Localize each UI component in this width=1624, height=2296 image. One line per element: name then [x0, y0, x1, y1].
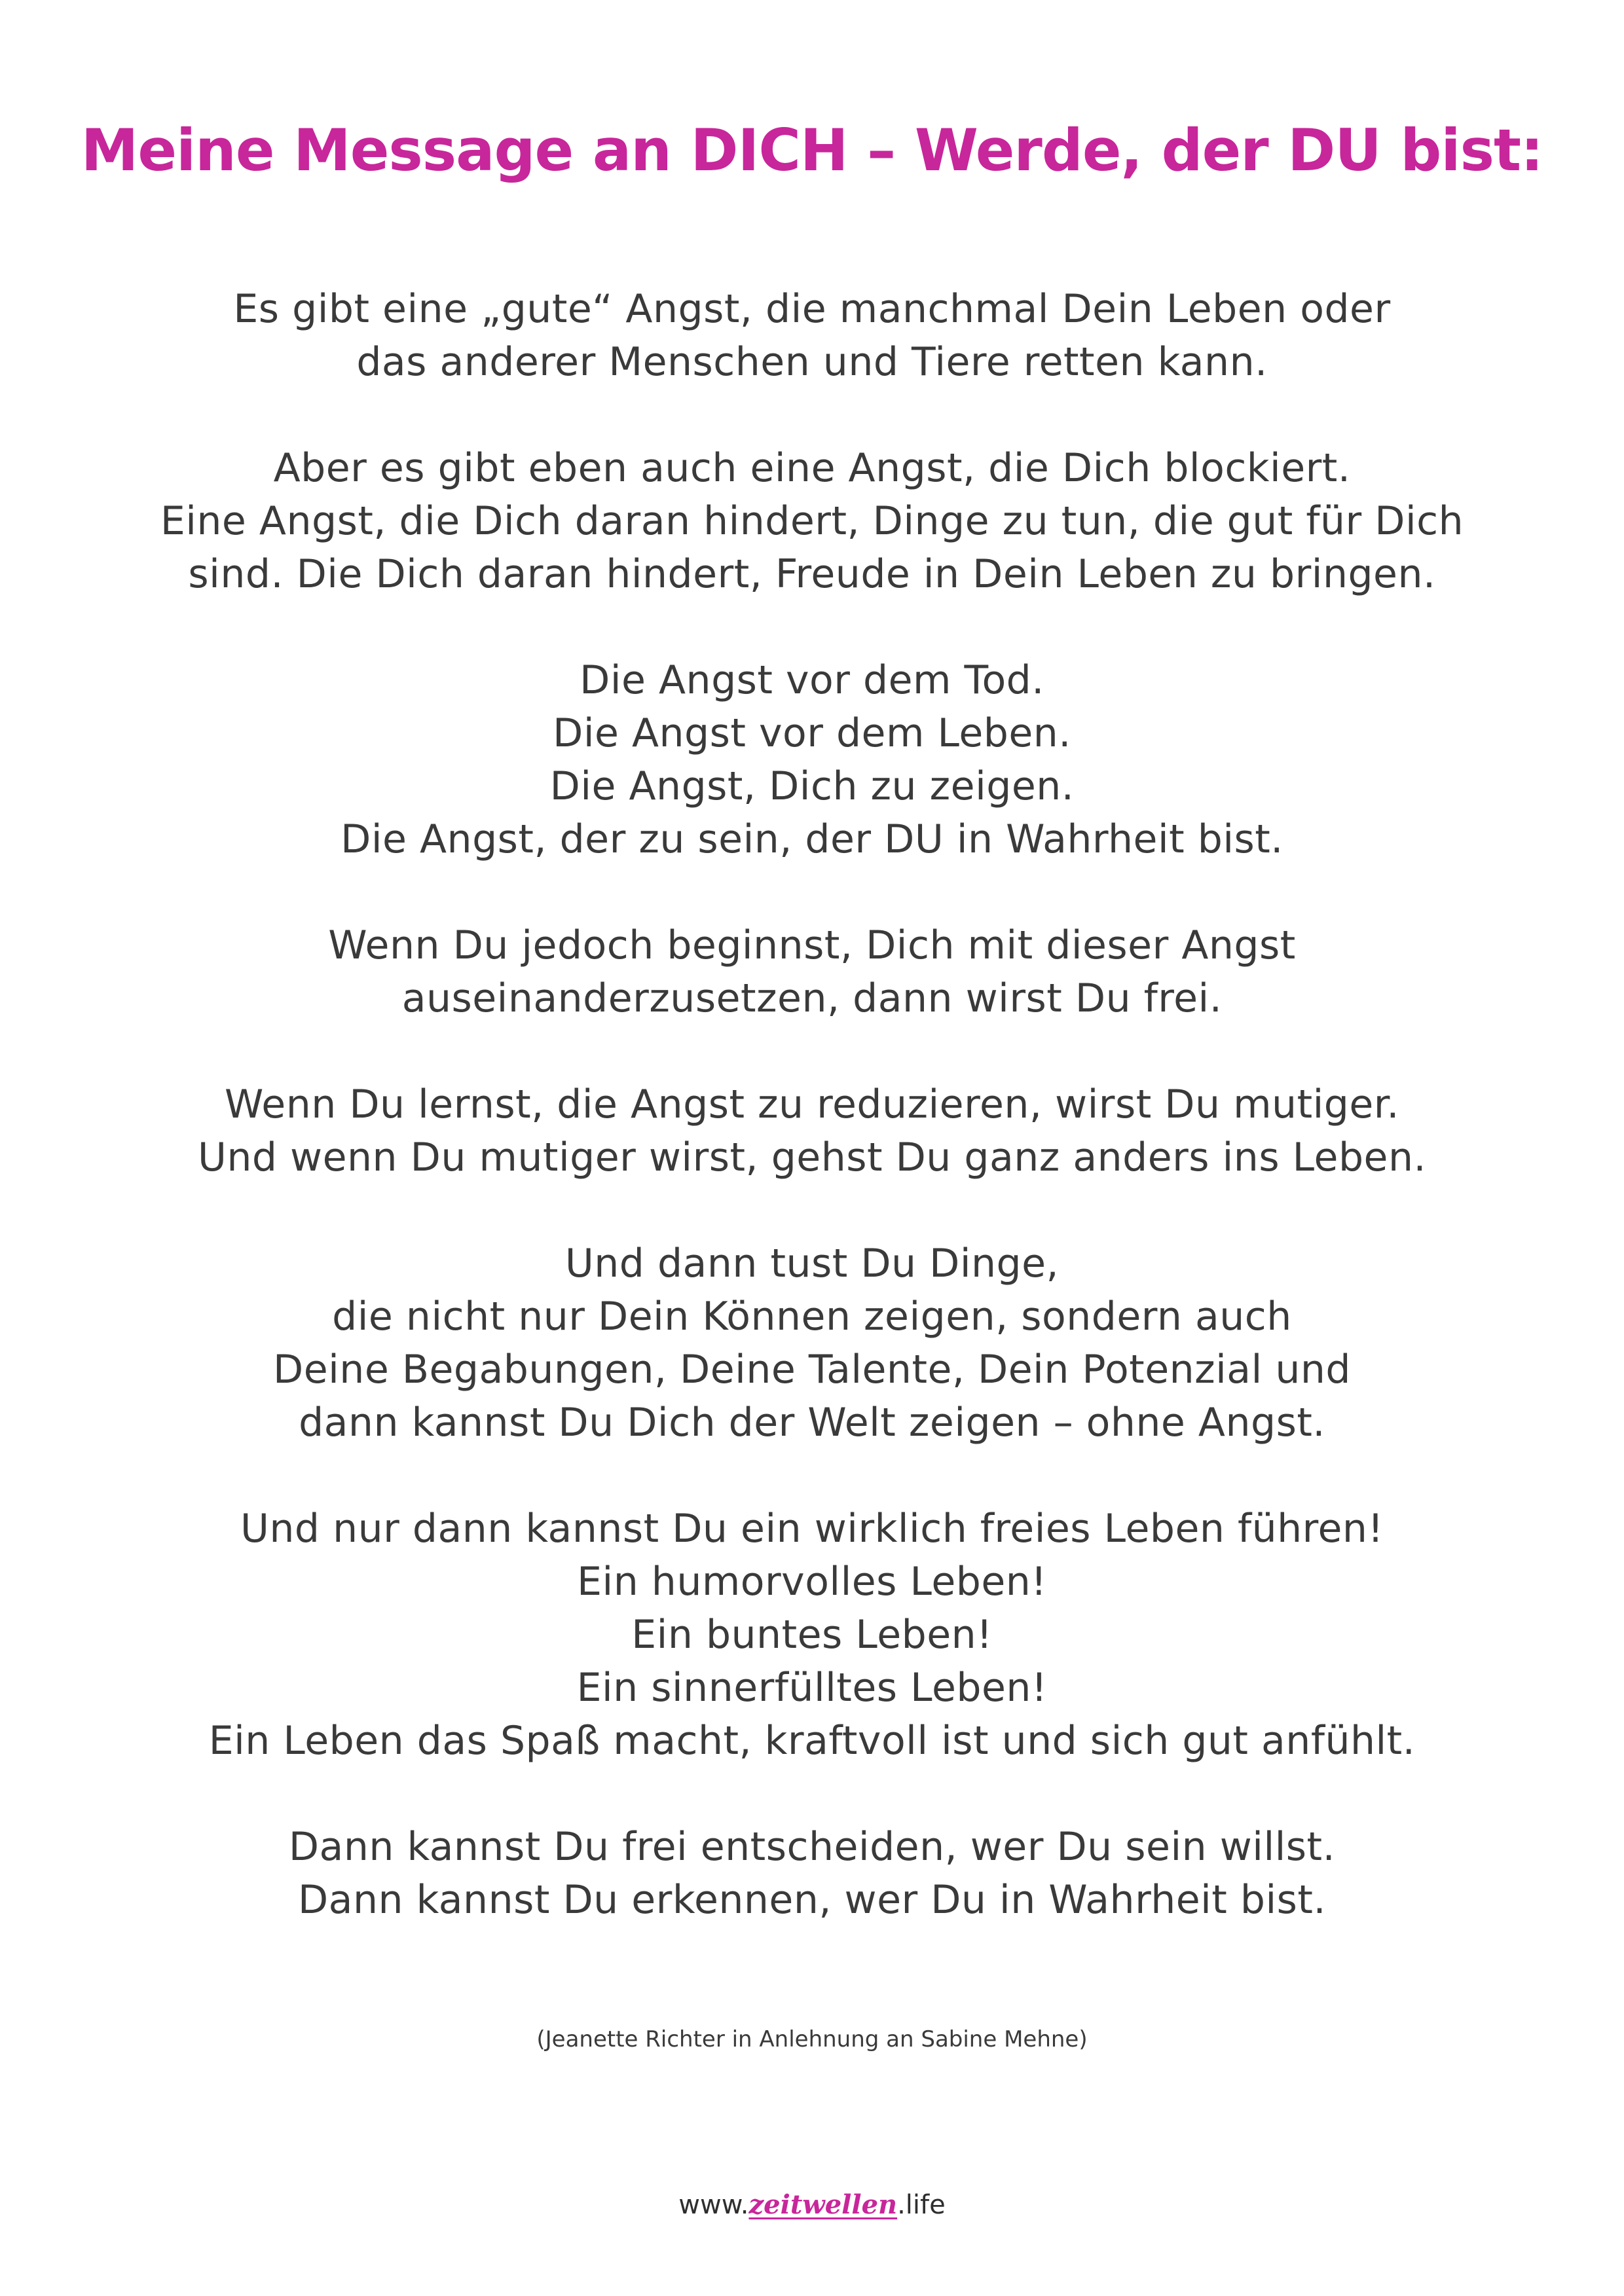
website-footer [0, 2187, 1624, 2223]
footer-prefix: www. [678, 2190, 749, 2220]
poem-line: Dann kannst Du erkennen, wer Du in Wahrheit bist. [297, 1877, 1327, 1923]
poem-stanza [131, 654, 1493, 866]
poem-line: Deine Begabungen, Deine Talente, Dein Potenzial und [273, 1347, 1351, 1393]
poem-line: Ein humorvolles Leben! [577, 1559, 1047, 1605]
poem-stanza [131, 283, 1493, 389]
poem-line: Und wenn Du mutiger wirst, gehst Du ganz anders ins Leben. [197, 1135, 1427, 1180]
footer-suffix: .life [897, 2190, 946, 2220]
poem-line: Ein sinnerfülltes Leben! [576, 1665, 1048, 1711]
poem-line: Ein Leben das Spaß macht, kraftvoll ist und sich gut anfühlt. [208, 1718, 1416, 1764]
poem-line: das anderer Menschen und Tiere retten kann. [356, 339, 1268, 385]
poem-body [131, 283, 1493, 1927]
attribution-note: (Jeanette Richter in Anlehnung an Sabine Mehne) [536, 2026, 1088, 2052]
poem-line: Die Angst vor dem Leben. [553, 710, 1071, 756]
poem-line: Die Angst, der zu sein, der DU in Wahrheit bist. [341, 816, 1283, 862]
poem-line: Wenn Du jedoch beginnst, Dich mit dieser Angst [328, 922, 1296, 968]
poem-stanza [131, 919, 1493, 1025]
poem-stanza [131, 1821, 1493, 1927]
page-title: Meine Message an DICH – Werde, der DU bist: [81, 117, 1543, 184]
poem-stanza [131, 1078, 1493, 1184]
poem-line: Aber es gibt eben auch eine Angst, die Dich blockiert. [273, 445, 1351, 491]
poem-stanza [131, 1237, 1493, 1449]
poem-line: Und nur dann kannst Du ein wirklich freies Leben führen! [240, 1506, 1384, 1552]
poem-stanza [131, 1503, 1493, 1768]
poem-line: Dann kannst Du frei entscheiden, wer Du sein willst. [288, 1824, 1336, 1870]
poem-line: Es gibt eine „gute“ Angst, die manchmal Dein Leben oder [233, 286, 1391, 332]
footer-brand: zeitwellen [748, 2189, 898, 2220]
poem-line: die nicht nur Dein Können zeigen, sondern auch [332, 1294, 1292, 1339]
poem-line: dann kannst Du Dich der Welt zeigen – ohne Angst. [299, 1400, 1325, 1446]
poem-line: sind. Die Dich daran hindert, Freude in Dein Leben zu bringen. [188, 551, 1436, 597]
poem-line: Die Angst vor dem Tod. [580, 657, 1044, 703]
poem-line: Und dann tust Du Dinge, [564, 1241, 1060, 1286]
poem-stanza [131, 442, 1493, 601]
poem-line: Ein buntes Leben! [631, 1612, 993, 1658]
poem-line: auseinanderzusetzen, dann wirst Du frei. [401, 975, 1223, 1021]
poem-line: Eine Angst, die Dich daran hindert, Dinge zu tun, die gut für Dich [160, 498, 1464, 544]
poem-line: Wenn Du lernst, die Angst zu reduzieren, wirst Du mutiger. [224, 1082, 1400, 1127]
poem-line: Die Angst, Dich zu zeigen. [549, 763, 1075, 809]
